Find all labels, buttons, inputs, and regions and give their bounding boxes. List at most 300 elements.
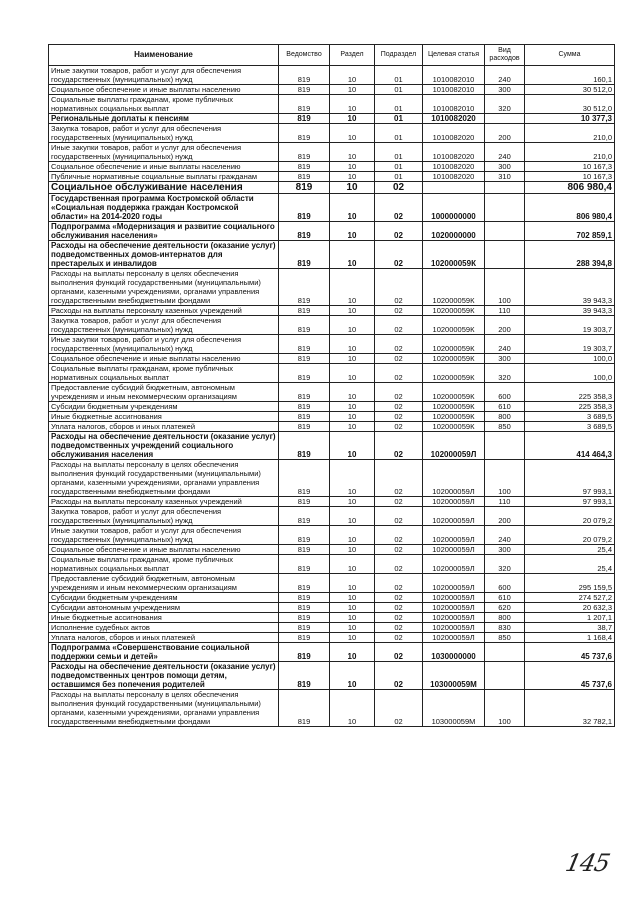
cell-amount: 274 527,2 bbox=[525, 593, 615, 603]
cell-department: 819 bbox=[279, 354, 330, 364]
cell-amount: 806 980,4 bbox=[525, 194, 615, 222]
cell-expense-type: 600 bbox=[485, 383, 525, 402]
cell-target-article: 102000059К bbox=[423, 412, 485, 422]
cell-expense-type: 200 bbox=[485, 316, 525, 335]
cell-department: 819 bbox=[279, 306, 330, 316]
cell-expense-type: 100 bbox=[485, 269, 525, 306]
cell-subsection: 02 bbox=[375, 306, 423, 316]
cell-subsection: 02 bbox=[375, 269, 423, 306]
cell-target-article: 102000059Л bbox=[423, 574, 485, 593]
table-row bbox=[49, 114, 615, 124]
cell-expense-type: 240 bbox=[485, 66, 525, 85]
cell-target-article: 102000059Л bbox=[423, 545, 485, 555]
cell-target-article: 102000059Л bbox=[423, 507, 485, 526]
cell-name: Исполнение судебных актов bbox=[49, 623, 279, 633]
cell-department: 819 bbox=[279, 432, 330, 460]
table-row bbox=[49, 545, 615, 555]
cell-amount: 1 207,1 bbox=[525, 613, 615, 623]
cell-amount: 225 358,3 bbox=[525, 383, 615, 402]
cell-subsection: 02 bbox=[375, 662, 423, 690]
cell-amount: 20 632,3 bbox=[525, 603, 615, 613]
cell-amount: 100,0 bbox=[525, 354, 615, 364]
cell-subsection: 02 bbox=[375, 402, 423, 412]
cell-name: Расходы на выплаты персоналу казенных учреждений bbox=[49, 497, 279, 507]
cell-target-article: 102000059Л bbox=[423, 603, 485, 613]
cell-section: 10 bbox=[330, 383, 375, 402]
table-row bbox=[49, 623, 615, 633]
cell-subsection: 02 bbox=[375, 497, 423, 507]
cell-section: 10 bbox=[330, 335, 375, 354]
cell-amount: 32 782,1 bbox=[525, 690, 615, 727]
cell-expense-type: 850 bbox=[485, 422, 525, 432]
cell-subsection: 01 bbox=[375, 172, 423, 182]
cell-department: 819 bbox=[279, 662, 330, 690]
cell-amount: 30 512,0 bbox=[525, 85, 615, 95]
cell-expense-type: 300 bbox=[485, 162, 525, 172]
cell-section: 10 bbox=[330, 422, 375, 432]
cell-amount: 25,4 bbox=[525, 555, 615, 574]
table-row bbox=[49, 306, 615, 316]
cell-expense-type: 620 bbox=[485, 603, 525, 613]
cell-name: Субсидии бюджетным учреждениям bbox=[49, 402, 279, 412]
cell-subsection: 02 bbox=[375, 194, 423, 222]
table-row bbox=[49, 574, 615, 593]
header-name: Наименование bbox=[49, 45, 279, 66]
cell-amount: 210,0 bbox=[525, 124, 615, 143]
cell-name: Расходы на выплаты персоналу в целях обеспечения выполнения функций государственными (муниципальными) органами, казенными учреждениями, органами управления государственными внебюджетными фондами bbox=[49, 460, 279, 497]
cell-expense-type: 300 bbox=[485, 354, 525, 364]
cell-expense-type: 800 bbox=[485, 412, 525, 422]
cell-subsection: 01 bbox=[375, 114, 423, 124]
cell-section: 10 bbox=[330, 545, 375, 555]
cell-expense-type bbox=[485, 241, 525, 269]
cell-department: 819 bbox=[279, 85, 330, 95]
cell-department: 819 bbox=[279, 124, 330, 143]
cell-department: 819 bbox=[279, 66, 330, 85]
table-row bbox=[49, 354, 615, 364]
cell-amount: 414 464,3 bbox=[525, 432, 615, 460]
cell-section: 10 bbox=[330, 574, 375, 593]
cell-subsection: 02 bbox=[375, 545, 423, 555]
cell-section: 10 bbox=[330, 412, 375, 422]
budget-sheet bbox=[48, 44, 614, 727]
table-row bbox=[49, 172, 615, 182]
cell-section: 10 bbox=[330, 662, 375, 690]
cell-target-article: 102000059К bbox=[423, 354, 485, 364]
cell-name: Региональные доплаты к пенсиям bbox=[49, 114, 279, 124]
cell-subsection: 01 bbox=[375, 66, 423, 85]
cell-target-article: 1010082010 bbox=[423, 95, 485, 114]
cell-amount: 10 167,3 bbox=[525, 162, 615, 172]
table-row bbox=[49, 412, 615, 422]
cell-subsection: 02 bbox=[375, 335, 423, 354]
cell-department: 819 bbox=[279, 574, 330, 593]
cell-target-article: 102000059Л bbox=[423, 460, 485, 497]
table-row bbox=[49, 66, 615, 85]
cell-target-article: 102000059Л bbox=[423, 497, 485, 507]
table-row bbox=[49, 335, 615, 354]
cell-expense-type: 200 bbox=[485, 507, 525, 526]
cell-target-article: 103000059М bbox=[423, 690, 485, 727]
cell-department: 819 bbox=[279, 182, 330, 194]
cell-target-article: 102000059К bbox=[423, 422, 485, 432]
cell-department: 819 bbox=[279, 507, 330, 526]
cell-subsection: 02 bbox=[375, 574, 423, 593]
table-header-row bbox=[49, 45, 615, 66]
cell-amount: 3 689,5 bbox=[525, 412, 615, 422]
cell-name: Расходы на обеспечение деятельности (оказание услуг) подведомственных центров помощи детям, оставшимся без попечения родителей bbox=[49, 662, 279, 690]
header-expense-type: Вид расходов bbox=[485, 45, 525, 66]
cell-expense-type: 320 bbox=[485, 555, 525, 574]
cell-expense-type: 110 bbox=[485, 497, 525, 507]
cell-name: Субсидии автономным учреждениям bbox=[49, 603, 279, 613]
table-row bbox=[49, 603, 615, 613]
cell-department: 819 bbox=[279, 460, 330, 497]
cell-name: Предоставление субсидий бюджетным, автономным учреждениям и иным некоммерческим организациям bbox=[49, 574, 279, 593]
cell-target-article: 1010082020 bbox=[423, 162, 485, 172]
cell-expense-type: 610 bbox=[485, 402, 525, 412]
cell-subsection: 02 bbox=[375, 555, 423, 574]
cell-target-article: 1010082010 bbox=[423, 66, 485, 85]
cell-name: Уплата налогов, сборов и иных платежей bbox=[49, 633, 279, 643]
cell-target-article: 102000059Л bbox=[423, 623, 485, 633]
cell-name: Социальное обеспечение и иные выплаты населению bbox=[49, 85, 279, 95]
table-row bbox=[49, 633, 615, 643]
cell-subsection: 02 bbox=[375, 354, 423, 364]
cell-amount: 3 689,5 bbox=[525, 422, 615, 432]
cell-name: Иные закупки товаров, работ и услуг для обеспечения государственных (муниципальных) нужд bbox=[49, 143, 279, 162]
cell-department: 819 bbox=[279, 364, 330, 383]
cell-amount: 39 943,3 bbox=[525, 306, 615, 316]
cell-name: Социальное обеспечение и иные выплаты населению bbox=[49, 354, 279, 364]
table-row bbox=[49, 364, 615, 383]
cell-expense-type bbox=[485, 182, 525, 194]
cell-name: Иные бюджетные ассигнования bbox=[49, 412, 279, 422]
cell-amount: 20 079,2 bbox=[525, 526, 615, 545]
cell-target-article: 102000059Л bbox=[423, 432, 485, 460]
cell-section: 10 bbox=[330, 182, 375, 194]
cell-name: Подпрограмма «Совершенствование социальной поддержки семьи и детей» bbox=[49, 643, 279, 662]
table-row bbox=[49, 222, 615, 241]
cell-section: 10 bbox=[330, 432, 375, 460]
table-row bbox=[49, 269, 615, 306]
cell-amount: 1 168,4 bbox=[525, 633, 615, 643]
cell-section: 10 bbox=[330, 623, 375, 633]
cell-section: 10 bbox=[330, 269, 375, 306]
table-row bbox=[49, 643, 615, 662]
table-body bbox=[49, 66, 615, 727]
cell-amount: 19 303,7 bbox=[525, 335, 615, 354]
cell-department: 819 bbox=[279, 162, 330, 172]
cell-department: 819 bbox=[279, 316, 330, 335]
cell-name: Закупка товаров, работ и услуг для обеспечения государственных (муниципальных) нужд bbox=[49, 316, 279, 335]
cell-name: Закупка товаров, работ и услуг для обеспечения государственных (муниципальных) нужд bbox=[49, 507, 279, 526]
cell-amount: 45 737,6 bbox=[525, 662, 615, 690]
cell-expense-type bbox=[485, 222, 525, 241]
table-row bbox=[49, 182, 615, 194]
cell-department: 819 bbox=[279, 241, 330, 269]
cell-subsection: 02 bbox=[375, 526, 423, 545]
table-row bbox=[49, 422, 615, 432]
table-row bbox=[49, 383, 615, 402]
table-row bbox=[49, 124, 615, 143]
cell-name: Уплата налогов, сборов и иных платежей bbox=[49, 422, 279, 432]
cell-amount: 295 159,5 bbox=[525, 574, 615, 593]
cell-subsection: 02 bbox=[375, 460, 423, 497]
cell-section: 10 bbox=[330, 526, 375, 545]
cell-subsection: 02 bbox=[375, 241, 423, 269]
cell-name: Расходы на обеспечение деятельности (оказание услуг) подведомственных учреждений социального обслуживания населения bbox=[49, 432, 279, 460]
cell-department: 819 bbox=[279, 412, 330, 422]
cell-target-article: 1030000000 bbox=[423, 643, 485, 662]
cell-department: 819 bbox=[279, 172, 330, 182]
cell-amount: 225 358,3 bbox=[525, 402, 615, 412]
cell-subsection: 02 bbox=[375, 432, 423, 460]
cell-subsection: 02 bbox=[375, 643, 423, 662]
cell-subsection: 02 bbox=[375, 316, 423, 335]
table-row bbox=[49, 613, 615, 623]
cell-section: 10 bbox=[330, 593, 375, 603]
cell-amount: 19 303,7 bbox=[525, 316, 615, 335]
budget-table bbox=[48, 44, 615, 727]
cell-section: 10 bbox=[330, 690, 375, 727]
cell-target-article: 1000000000 bbox=[423, 194, 485, 222]
cell-name: Иные закупки товаров, работ и услуг для обеспечения государственных (муниципальных) нужд bbox=[49, 335, 279, 354]
cell-section: 10 bbox=[330, 497, 375, 507]
cell-name: Расходы на выплаты персоналу в целях обеспечения выполнения функций государственными (муниципальными) органами, казенными учреждениями, органами управления государственными внебюджетными фондами bbox=[49, 690, 279, 727]
cell-subsection: 02 bbox=[375, 507, 423, 526]
cell-subsection: 02 bbox=[375, 383, 423, 402]
cell-expense-type bbox=[485, 432, 525, 460]
cell-department: 819 bbox=[279, 643, 330, 662]
table-row bbox=[49, 194, 615, 222]
cell-target-article: 102000059К bbox=[423, 269, 485, 306]
cell-name: Субсидии бюджетным учреждениям bbox=[49, 593, 279, 603]
table-row bbox=[49, 497, 615, 507]
cell-department: 819 bbox=[279, 593, 330, 603]
cell-expense-type: 300 bbox=[485, 545, 525, 555]
cell-section: 10 bbox=[330, 114, 375, 124]
table-row bbox=[49, 593, 615, 603]
cell-amount: 288 394,8 bbox=[525, 241, 615, 269]
cell-name: Социальные выплаты гражданам, кроме публичных нормативных социальных выплат bbox=[49, 555, 279, 574]
cell-expense-type: 310 bbox=[485, 172, 525, 182]
cell-department: 819 bbox=[279, 95, 330, 114]
cell-amount: 39 943,3 bbox=[525, 269, 615, 306]
table-row bbox=[49, 690, 615, 727]
cell-section: 10 bbox=[330, 95, 375, 114]
cell-department: 819 bbox=[279, 222, 330, 241]
cell-name: Иные закупки товаров, работ и услуг для обеспечения государственных (муниципальных) нужд bbox=[49, 526, 279, 545]
cell-subsection: 02 bbox=[375, 633, 423, 643]
cell-department: 819 bbox=[279, 422, 330, 432]
cell-target-article: 102000059К bbox=[423, 364, 485, 383]
cell-section: 10 bbox=[330, 555, 375, 574]
cell-subsection: 01 bbox=[375, 143, 423, 162]
cell-subsection: 02 bbox=[375, 623, 423, 633]
cell-subsection: 01 bbox=[375, 95, 423, 114]
cell-amount: 25,4 bbox=[525, 545, 615, 555]
cell-expense-type: 240 bbox=[485, 335, 525, 354]
cell-department: 819 bbox=[279, 613, 330, 623]
cell-target-article: 1020000000 bbox=[423, 222, 485, 241]
cell-target-article: 1010082010 bbox=[423, 85, 485, 95]
cell-name: Государственная программа Костромской области «Социальная поддержка граждан Костромской области» на 2014-2020 годы bbox=[49, 194, 279, 222]
cell-target-article: 102000059К bbox=[423, 241, 485, 269]
cell-target-article: 1010082020 bbox=[423, 143, 485, 162]
table-row bbox=[49, 241, 615, 269]
cell-expense-type: 830 bbox=[485, 623, 525, 633]
cell-expense-type bbox=[485, 643, 525, 662]
cell-expense-type: 850 bbox=[485, 633, 525, 643]
cell-section: 10 bbox=[330, 507, 375, 526]
cell-section: 10 bbox=[330, 364, 375, 383]
cell-target-article: 102000059Л bbox=[423, 593, 485, 603]
cell-amount: 97 993,1 bbox=[525, 497, 615, 507]
cell-amount: 45 737,6 bbox=[525, 643, 615, 662]
table-row bbox=[49, 85, 615, 95]
cell-subsection: 02 bbox=[375, 182, 423, 194]
table-row bbox=[49, 460, 615, 497]
table-row bbox=[49, 162, 615, 172]
cell-expense-type: 100 bbox=[485, 690, 525, 727]
cell-department: 819 bbox=[279, 402, 330, 412]
cell-expense-type bbox=[485, 662, 525, 690]
table-row bbox=[49, 143, 615, 162]
cell-subsection: 01 bbox=[375, 162, 423, 172]
cell-expense-type: 600 bbox=[485, 574, 525, 593]
cell-amount: 10 377,3 bbox=[525, 114, 615, 124]
table-row bbox=[49, 95, 615, 114]
cell-section: 10 bbox=[330, 241, 375, 269]
cell-expense-type: 100 bbox=[485, 460, 525, 497]
cell-section: 10 bbox=[330, 402, 375, 412]
table-row bbox=[49, 526, 615, 545]
cell-section: 10 bbox=[330, 316, 375, 335]
cell-target-article: 102000059Л bbox=[423, 613, 485, 623]
cell-amount: 10 167,3 bbox=[525, 172, 615, 182]
cell-section: 10 bbox=[330, 306, 375, 316]
cell-amount: 210,0 bbox=[525, 143, 615, 162]
header-section: Раздел bbox=[330, 45, 375, 66]
cell-department: 819 bbox=[279, 269, 330, 306]
cell-department: 819 bbox=[279, 545, 330, 555]
cell-section: 10 bbox=[330, 613, 375, 623]
cell-target-article: 102000059Л bbox=[423, 555, 485, 574]
cell-section: 10 bbox=[330, 603, 375, 613]
cell-subsection: 02 bbox=[375, 412, 423, 422]
cell-name: Социальные выплаты гражданам, кроме публичных нормативных социальных выплат bbox=[49, 364, 279, 383]
cell-amount: 97 993,1 bbox=[525, 460, 615, 497]
cell-subsection: 02 bbox=[375, 422, 423, 432]
cell-name: Публичные нормативные социальные выплаты гражданам bbox=[49, 172, 279, 182]
cell-department: 819 bbox=[279, 633, 330, 643]
cell-expense-type: 110 bbox=[485, 306, 525, 316]
cell-subsection: 01 bbox=[375, 124, 423, 143]
cell-target-article: 102000059К bbox=[423, 402, 485, 412]
cell-section: 10 bbox=[330, 460, 375, 497]
cell-department: 819 bbox=[279, 690, 330, 727]
cell-name: Иные бюджетные ассигнования bbox=[49, 613, 279, 623]
cell-department: 819 bbox=[279, 497, 330, 507]
cell-expense-type bbox=[485, 194, 525, 222]
cell-section: 10 bbox=[330, 633, 375, 643]
cell-expense-type: 320 bbox=[485, 364, 525, 383]
cell-name: Предоставление субсидий бюджетным, автономным учреждениям и иным некоммерческим организациям bbox=[49, 383, 279, 402]
cell-expense-type: 320 bbox=[485, 95, 525, 114]
cell-section: 10 bbox=[330, 143, 375, 162]
cell-expense-type: 800 bbox=[485, 613, 525, 623]
cell-name: Социальное обеспечение и иные выплаты населению bbox=[49, 162, 279, 172]
header-target-article: Целевая статья bbox=[423, 45, 485, 66]
cell-name: Расходы на выплаты персоналу в целях обеспечения выполнения функций государственными (муниципальными) органами, казенными учреждениями, органами управления государственными внебюджетными фондами bbox=[49, 269, 279, 306]
cell-amount: 30 512,0 bbox=[525, 95, 615, 114]
cell-section: 10 bbox=[330, 172, 375, 182]
cell-name: Закупка товаров, работ и услуг для обеспечения государственных (муниципальных) нужд bbox=[49, 124, 279, 143]
header-subsection: Подраздел bbox=[375, 45, 423, 66]
cell-expense-type: 300 bbox=[485, 85, 525, 95]
cell-name: Расходы на обеспечение деятельности (оказание услуг) подведомственных домов-интернатов для престарелых и инвалидов bbox=[49, 241, 279, 269]
cell-section: 10 bbox=[330, 194, 375, 222]
cell-expense-type: 240 bbox=[485, 526, 525, 545]
cell-target-article bbox=[423, 182, 485, 194]
cell-expense-type: 200 bbox=[485, 124, 525, 143]
cell-section: 10 bbox=[330, 643, 375, 662]
cell-subsection: 02 bbox=[375, 690, 423, 727]
cell-target-article: 102000059Л bbox=[423, 526, 485, 545]
cell-target-article: 102000059К bbox=[423, 306, 485, 316]
header-department: Ведомство bbox=[279, 45, 330, 66]
cell-expense-type: 240 bbox=[485, 143, 525, 162]
table-row bbox=[49, 316, 615, 335]
cell-target-article: 1010082020 bbox=[423, 172, 485, 182]
cell-target-article: 1010082020 bbox=[423, 114, 485, 124]
cell-target-article: 1010082020 bbox=[423, 124, 485, 143]
table-row bbox=[49, 555, 615, 574]
cell-subsection: 02 bbox=[375, 613, 423, 623]
cell-department: 819 bbox=[279, 114, 330, 124]
cell-section: 10 bbox=[330, 124, 375, 143]
cell-section: 10 bbox=[330, 162, 375, 172]
cell-expense-type: 610 bbox=[485, 593, 525, 603]
cell-expense-type bbox=[485, 114, 525, 124]
cell-amount: 38,7 bbox=[525, 623, 615, 633]
cell-department: 819 bbox=[279, 335, 330, 354]
cell-subsection: 02 bbox=[375, 593, 423, 603]
header-amount: Сумма bbox=[525, 45, 615, 66]
cell-subsection: 01 bbox=[375, 85, 423, 95]
cell-name: Социальные выплаты гражданам, кроме публичных нормативных социальных выплат bbox=[49, 95, 279, 114]
cell-name: Подпрограмма «Модернизация и развитие социального обслуживания населения» bbox=[49, 222, 279, 241]
cell-department: 819 bbox=[279, 383, 330, 402]
cell-amount: 702 859,1 bbox=[525, 222, 615, 241]
cell-department: 819 bbox=[279, 555, 330, 574]
cell-subsection: 02 bbox=[375, 364, 423, 383]
cell-target-article: 103000059М bbox=[423, 662, 485, 690]
cell-department: 819 bbox=[279, 526, 330, 545]
table-row bbox=[49, 402, 615, 412]
handwritten-page-number: 145 bbox=[563, 849, 612, 877]
cell-name: Социальное обеспечение и иные выплаты населению bbox=[49, 545, 279, 555]
cell-department: 819 bbox=[279, 603, 330, 613]
cell-name: Расходы на выплаты персоналу казенных учреждений bbox=[49, 306, 279, 316]
cell-section: 10 bbox=[330, 85, 375, 95]
cell-amount: 806 980,4 bbox=[525, 182, 615, 194]
cell-section: 10 bbox=[330, 354, 375, 364]
cell-section: 10 bbox=[330, 222, 375, 241]
cell-target-article: 102000059К bbox=[423, 383, 485, 402]
table-row bbox=[49, 507, 615, 526]
